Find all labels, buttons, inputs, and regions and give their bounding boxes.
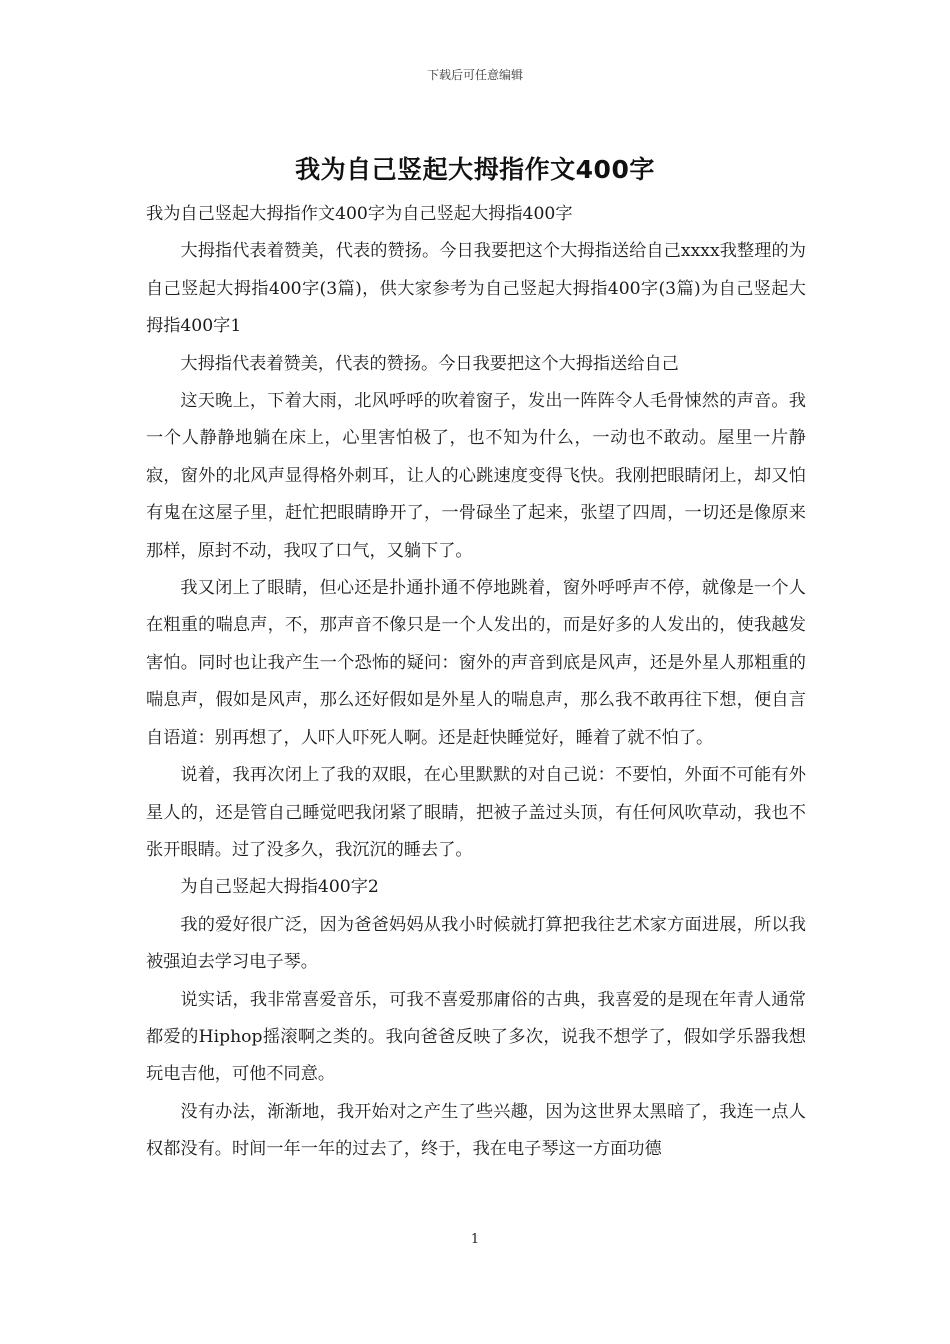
paragraph: 我又闭上了眼睛，但心还是扑通扑通不停地跳着，窗外呼呼声不停，就像是一个人在粗重的喘息声，不，那声音不像只是一个人发出的，而是好多的人发出的，使我越发害怕。同时也让我产生一个恐怖的疑问：窗外的声音到底是风声，还是外星人那粗重的喘息声，假如是风声，那么还好假如是外星人的喘息声，那么我不敢再往下想，便自言自语道：别再想了，人吓人吓死人啊。还是赶快睡觉好，睡着了就不怕了。 (146, 578, 806, 748)
paragraph: 这天晚上，下着大雨，北风呼呼的吹着窗子，发出一阵阵令人毛骨悚然的声音。我一个人静静地躺在床上，心里害怕极了，也不知为什么，一动也不敢动。屋里一片静寂，窗外的北风声显得格外刺耳，让人的心跳速度变得飞快。我刚把眼睛闭上，却又怕有鬼在这屋子里，赶忙把眼睛睁开了，一骨碌坐了起来，张望了四周，一切还是像原来那样，原封不动，我叹了口气，又躺下了。 (146, 391, 806, 561)
paragraph: 说着，我再次闭上了我的双眼，在心里默默的对自己说：不要怕，外面不可能有外星人的，还是管自己睡觉吧我闭紧了眼睛，把被子盖过头顶，有任何风吹草动，我也不张开眼睛。过了没多久，我沉沉的睡去了。 (146, 765, 806, 860)
paragraph: 大拇指代表着赞美，代表的赞扬。今日我要把这个大拇指送给自己xxxx我整理的为自己竖起大拇指400字(3篇)，供大家参考为自己竖起大拇指400字(3篇)为自己竖起大拇指400字1 (146, 241, 806, 337)
paragraph: 没有办法，渐渐地，我开始对之产生了些兴趣，因为这世界太黑暗了，我连一点人权都没有。时间一年一年的过去了，终于，我在电子琴这一方面功德 (146, 1101, 806, 1160)
paragraph-subtitle: 我为自己竖起大拇指作文400字为自己竖起大拇指400字 (146, 204, 573, 224)
document-title: 我为自己竖起大拇指作文400字 (295, 155, 655, 184)
paragraph: 大拇指代表着赞美，代表的赞扬。今日我要把这个大拇指送给自己 (180, 353, 679, 374)
document-body (146, 196, 806, 1169)
paragraph: 说实话，我非常喜爱音乐，可我不喜爱那庸俗的古典，我喜爱的是现在年青人通常都爱的Hiphop摇滚啊之类的。我向爸爸反映了多次，说我不想学了，假如学乐器我想玩电吉他，可他不同意。 (146, 989, 806, 1085)
section-heading: 为自己竖起大拇指400字2 (180, 877, 379, 898)
header-note: 下载后可任意编辑 (426, 68, 523, 82)
paragraph: 我的爱好很广泛，因为爸爸妈妈从我小时候就打算把我往艺术家方面进展，所以我被强迫去学习电子琴。 (146, 914, 806, 973)
page-number: 1 (470, 1232, 480, 1247)
